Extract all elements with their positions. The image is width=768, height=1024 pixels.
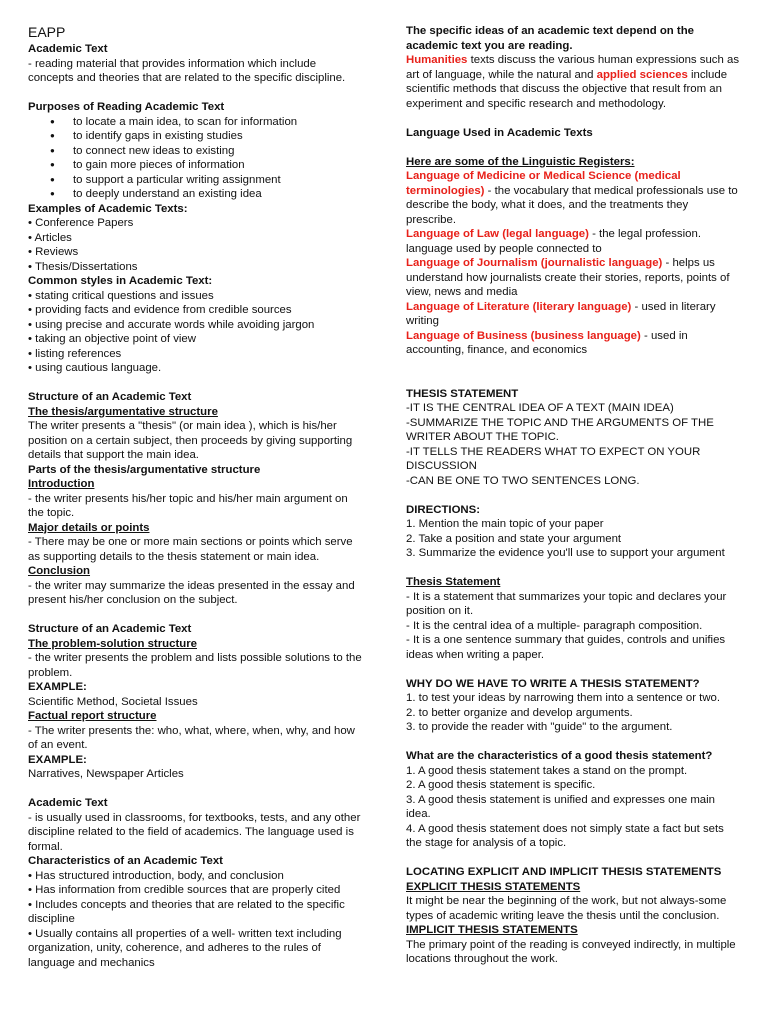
list-item: • Thesis/Dissertations xyxy=(28,260,138,273)
list-item: 1. A good thesis statement takes a stand on the prompt. xyxy=(406,764,688,777)
register-item: Language of Law (legal language) - the legal profession. language used by people connected to xyxy=(406,228,701,255)
list-item: ● to gain more pieces of information xyxy=(28,158,362,173)
subheading: EXPLICIT THESIS STATEMENTS xyxy=(406,880,581,893)
paragraph: It might be near the beginning of the work, but not always-some types of academic writing leave the thesis until the conclusion. xyxy=(406,895,727,922)
list-item: • using cautious language. xyxy=(28,362,162,374)
register-item: Language of Literature (literary language) - used in literary writing xyxy=(406,300,716,327)
paragraph: - the writer presents his/her topic and his/her main argument on the topic. xyxy=(28,492,348,519)
list-item: 3. A good thesis statement is unified and expresses one main idea. xyxy=(406,793,716,820)
paragraph: - It is a statement that summarizes your topic and declares your position on it. xyxy=(406,590,727,617)
paragraph: The writer presents a "thesis" (or main idea ), which is his/her position on a certain subject, then proceeds by giving supporting details that support the main idea. xyxy=(28,420,353,461)
paragraph: Humanities texts discuss the various human expressions such as art of language, while the natural and applied sciences include scientific methods that discuss the objective that result from an experiment and specific research and methodology. xyxy=(406,54,740,110)
highlight-term: Humanities xyxy=(406,54,468,66)
paragraph: - the writer may summarize the ideas presented in the essay and present his/her conclusion on the subject. xyxy=(28,579,355,606)
subheading: The thesis/argumentative structure xyxy=(28,405,218,418)
paragraph: - is usually used in classrooms, for textbooks, tests, and any other discipline related to the field of academics. The language used is formal. xyxy=(28,811,361,853)
paragraph: Scientific Method, Societal Issues xyxy=(28,695,198,708)
list-item: • listing references xyxy=(28,347,122,360)
list-item: • providing facts and evidence from credible sources xyxy=(28,304,292,316)
register-item: Language of Medicine or Medical Science (medical terminologies) - the vocabulary that medical professionals use to describe the body, what it does, and the treatments they prescribe. xyxy=(406,170,738,226)
section-heading: DIRECTIONS: xyxy=(406,503,481,516)
list-item: • Conference Papers xyxy=(28,217,134,229)
paragraph: -IT TELLS THE READERS WHAT TO EXPECT ON YOUR DISCUSSION xyxy=(406,445,701,472)
purposes-list xyxy=(28,115,362,202)
list-item: 1. to test your ideas by narrowing them into a sentence or two. xyxy=(406,692,721,704)
list-item: 1. Mention the main topic of your paper xyxy=(406,518,604,530)
list-item: 2. to better organize and develop arguments. xyxy=(406,706,633,719)
list-item: • Reviews xyxy=(28,246,79,258)
list-item: ● to deeply understand an existing idea xyxy=(28,187,362,202)
list-item: • Articles xyxy=(28,231,72,244)
list-item: ● to connect new ideas to existing xyxy=(28,144,362,159)
subheading: Conclusion xyxy=(28,565,91,577)
label: EXAMPLE: xyxy=(28,681,87,693)
list-item: • Has structured introduction, body, and conclusion xyxy=(28,869,284,882)
section-heading: Purposes of Reading Academic Text xyxy=(28,101,225,113)
paragraph: -IT IS THE CENTRAL IDEA OF A TEXT (MAIN IDEA) xyxy=(406,402,674,414)
section-heading: THESIS STATEMENT xyxy=(406,387,519,400)
subheading: Parts of the thesis/argumentative structure xyxy=(28,463,261,476)
left-column xyxy=(28,24,362,970)
section-heading: Thesis Statement xyxy=(406,576,501,588)
subheading: IMPLICIT THESIS STATEMENTS xyxy=(406,924,578,936)
paragraph: - It is the central idea of a multiple- paragraph composition. xyxy=(406,619,703,632)
section-heading: Structure of an Academic Text xyxy=(28,391,192,403)
label: EXAMPLE: xyxy=(28,753,87,766)
list-item: 4. A good thesis statement does not simply state a fact but sets the stage for analysis of a topic. xyxy=(406,822,724,849)
page-title: EAPP xyxy=(28,24,66,40)
section-heading: LOCATING EXPLICIT AND IMPLICIT THESIS STATEMENTS xyxy=(406,866,722,878)
section-heading: Common styles in Academic Text: xyxy=(28,275,213,287)
section-heading: Structure of an Academic Text xyxy=(28,623,192,635)
subheading: Introduction xyxy=(28,478,95,490)
list-item: • taking an objective point of view xyxy=(28,333,196,345)
highlight-term: applied sciences xyxy=(596,68,688,81)
section-heading: Characteristics of an Academic Text xyxy=(28,855,223,867)
section-heading: Academic Text xyxy=(28,43,108,55)
list-item: • Has information from credible sources that are properly cited xyxy=(28,884,341,896)
paragraph: The primary point of the reading is conveyed indirectly, in multiple locations throughout the work. xyxy=(406,938,736,965)
paragraph: Narratives, Newspaper Articles xyxy=(28,768,184,780)
paragraph: - There may be one or more main sections or points which serve as supporting details to the thesis statement or main idea. xyxy=(28,536,353,563)
subheading: Major details or points xyxy=(28,521,150,534)
list-item: • using precise and accurate words while avoiding jargon xyxy=(28,318,315,331)
section-heading: Here are some of the Linguistic Registers: xyxy=(406,155,635,168)
section-heading: Language Used in Academic Texts xyxy=(406,126,593,139)
section-heading: WHY DO WE HAVE TO WRITE A THESIS STATEMENT? xyxy=(406,677,700,690)
list-item: ● to locate a main idea, to scan for information xyxy=(28,115,362,130)
list-item: • Includes concepts and theories that are related to the specific discipline xyxy=(28,898,345,925)
section-heading: Examples of Academic Texts: xyxy=(28,202,188,215)
right-column xyxy=(406,24,740,967)
subheading: Factual report structure xyxy=(28,710,157,722)
paragraph: - It is a one sentence summary that guides, controls and unifies ideas when writing a paper. xyxy=(406,634,726,661)
list-item: • stating critical questions and issues xyxy=(28,289,214,302)
list-item: ● to identify gaps in existing studies xyxy=(28,129,362,144)
list-item: 3. Summarize the evidence you'll use to support your argument xyxy=(406,547,725,559)
list-item: 2. A good thesis statement is specific. xyxy=(406,779,596,791)
section-heading: Academic Text xyxy=(28,797,108,809)
paragraph: -CAN BE ONE TO TWO SENTENCES LONG. xyxy=(406,474,640,487)
paragraph: -SUMMARIZE THE TOPIC AND THE ARGUMENTS OF THE WRITER ABOUT THE TOPIC. xyxy=(406,416,714,443)
register-item: Language of Journalism (journalistic language) - helps us understand how journalists create their stories, reports, points of view, news and media xyxy=(406,257,730,298)
register-item: Language of Business (business language) - used in accounting, finance, and economics xyxy=(406,329,688,356)
list-item: 3. to provide the reader with "guide" to the argument. xyxy=(406,721,673,733)
subheading: The problem-solution structure xyxy=(28,637,197,650)
paragraph: - The writer presents the: who, what, where, when, why, and how of an event. xyxy=(28,724,355,751)
paragraph: - the writer presents the problem and lists possible solutions to the problem. xyxy=(28,652,362,679)
intro-statement: The specific ideas of an academic text depend on the academic text you are reading. xyxy=(406,25,695,52)
list-item: ● to support a particular writing assignment xyxy=(28,173,362,188)
paragraph: - reading material that provides information which include concepts and theories that are related to the specific discipline. xyxy=(28,57,346,84)
list-item: • Usually contains all properties of a well- written text including organization, unity, coherence, and adheres to the rules of language and mechanics xyxy=(28,927,342,969)
list-item: 2. Take a position and state your argument xyxy=(406,532,622,545)
section-heading: What are the characteristics of a good thesis statement? xyxy=(406,750,713,762)
